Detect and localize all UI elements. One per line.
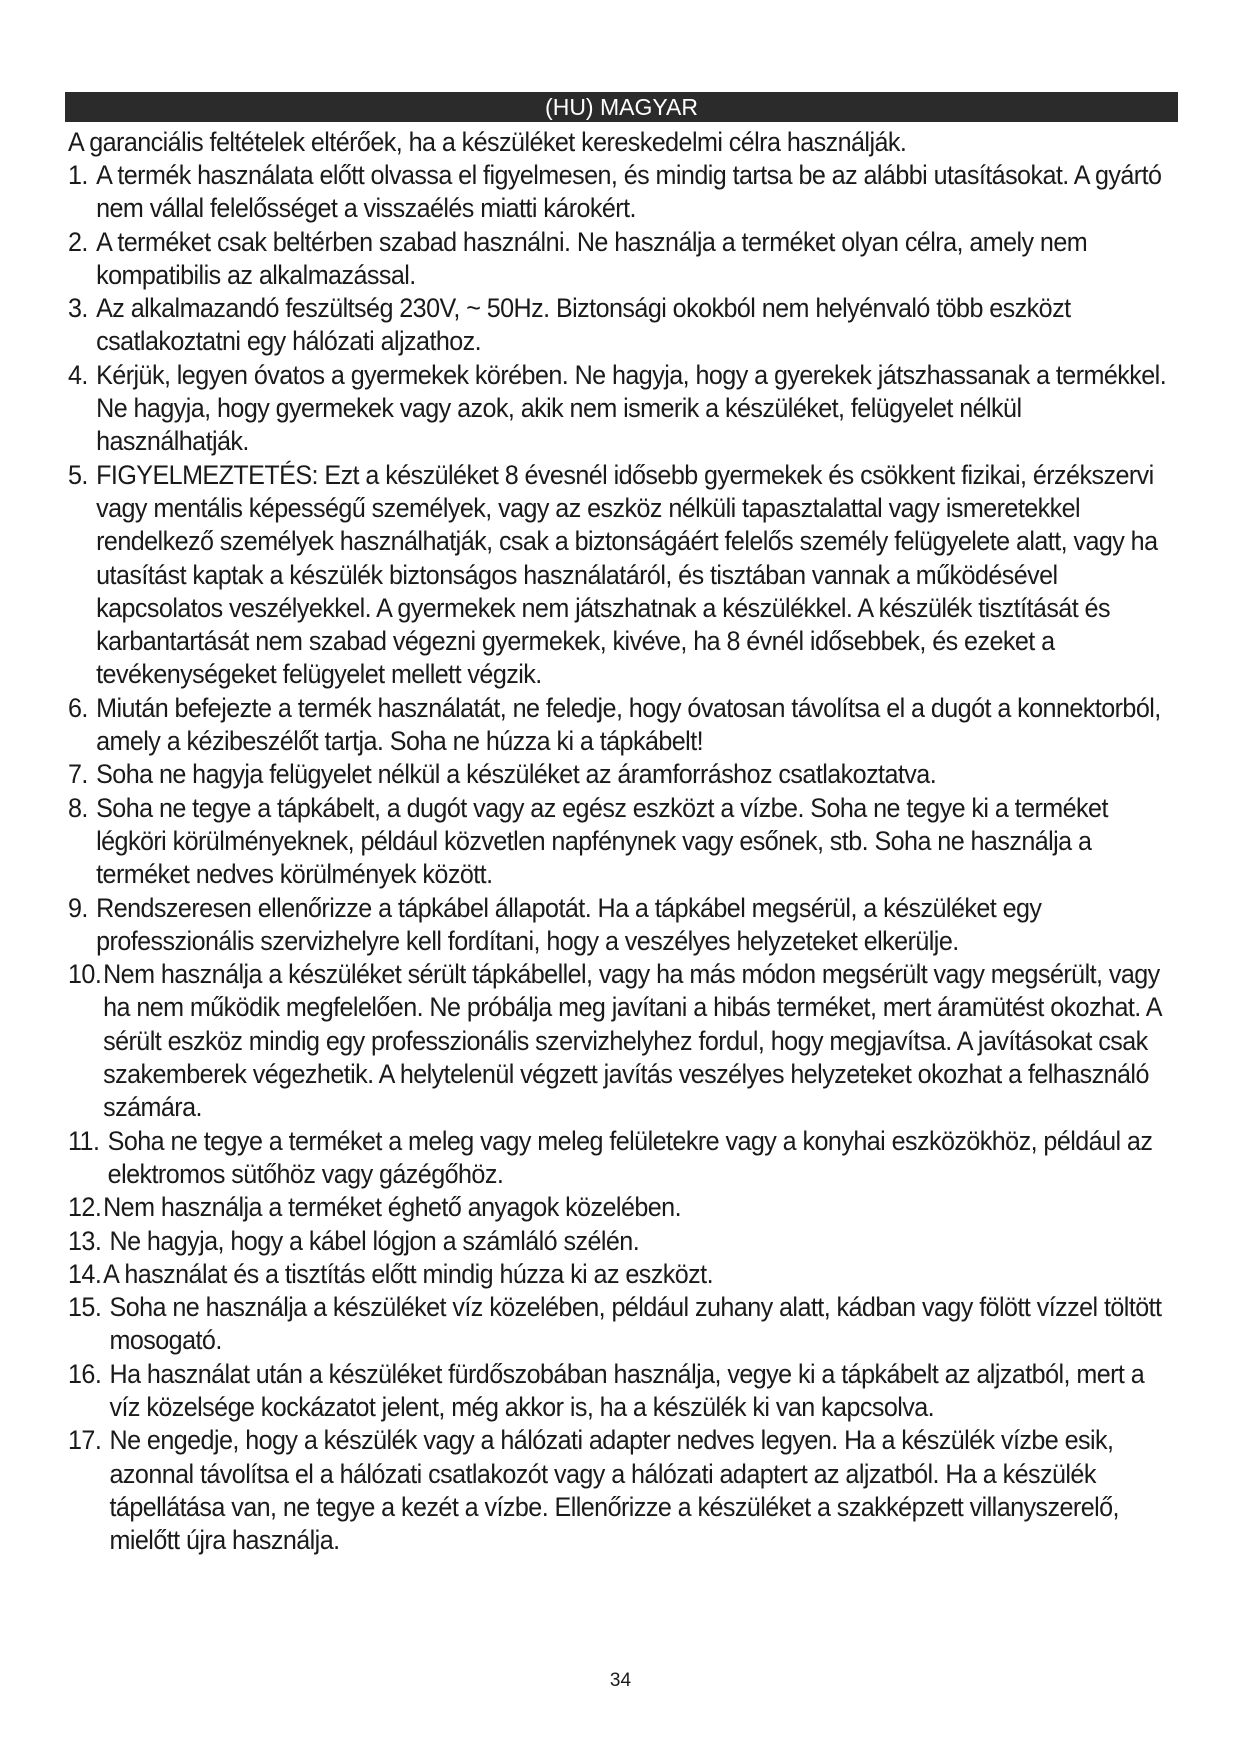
language-header: (HU) MAGYAR (65, 92, 1178, 122)
list-item (68, 1258, 1179, 1291)
list-item-number: 3. (68, 293, 95, 324)
list-item-number: 9. (68, 892, 95, 923)
list-item (68, 1125, 1179, 1192)
list-item-text: Ne engedje, hogy a készülék vagy a hálózati adapter nedves legyen. Ha a készülék vízbe esik, azonnal távolítsa el a hálózati csatlakozót vagy a hálózati adaptert az aljzatból. Ha a készülék tápellátása van, ne tegye a kezét a vízbe. Ellenőrizze a készüléket a szakképzett villanyszerelő, mielőtt újra használja. (109, 1425, 1119, 1556)
list-item-number: 13. (68, 1225, 108, 1256)
list-item-number: 17. (68, 1425, 108, 1456)
list-item-number: 16. (68, 1358, 108, 1389)
list-item (68, 1291, 1179, 1358)
list-item (68, 892, 1179, 959)
list-item-text: A termék használata előtt olvassa el figyelmesen, és mindig tartsa be az alábbi utasításokat. A gyártó nem vállal felelősséget a visszaélés miatti károkért. (96, 160, 1162, 224)
list-item-number: 1. (68, 160, 95, 190)
content (68, 126, 1180, 1557)
list-item (68, 459, 1179, 692)
list-item-number: 15. (68, 1292, 108, 1323)
list-item-number: 14. (68, 1258, 102, 1289)
list-item-text: Nem használja a terméket éghető anyagok közelében. (103, 1192, 682, 1223)
list-item-text: Nem használja a készüléket sérült tápkábellel, vagy ha más módon megsérült vagy megsérült, vagy ha nem működik megfelelően. Ne próbálja meg javítani a hibás terméket, mert áramütést okozhat. A sérült eszköz mindig egy professzionális szervizhelyhez fordul, hogy megjavítsa. A javításokat csak szakemberek végezhetik. A helytelenül végzett javítás veszélyes helyzeteket okozhat a felhasználó számára. (103, 959, 1161, 1123)
list-item (68, 792, 1179, 892)
list-item (68, 1424, 1179, 1557)
list-item-number: 12. (68, 1192, 102, 1223)
safety-instructions-list (68, 159, 1180, 1557)
list-item (68, 692, 1179, 759)
list-item-text: Az alkalmazandó feszültség 230V, ~ 50Hz. Biztonsági okokból nem helyénvaló több eszközt csatlakoztatni egy hálózati aljzathoz. (96, 293, 1071, 357)
list-item-number: 10. (68, 959, 102, 990)
list-item-number: 2. (68, 226, 95, 257)
list-item-text: A használat és a tisztítás előtt mindig húzza ki az eszközt. (103, 1258, 714, 1289)
intro-text: A garanciális feltételek eltérőek, ha a készüléket kereskedelmi célra használják. (68, 127, 907, 157)
list-item (68, 1225, 1179, 1258)
list-item (68, 226, 1179, 293)
list-item (68, 958, 1179, 1124)
list-item-text: Ha használat után a készüléket fürdőszobában használja, vegye ki a tápkábelt az aljzatból, mert a víz közelsége kockázatot jelent, még akkor is, ha a készülék ki van kapcsolva. (109, 1358, 1145, 1422)
list-item-number: 4. (68, 359, 95, 390)
list-item-text: Kérjük, legyen óvatos a gyermekek körében. Ne hagyja, hogy a gyerekek játszhassanak a termékkel. Ne hagyja, hogy gyermekek vagy azok, akik nem ismerik a készüléket, felügyelet nélkül használhatják. (96, 359, 1167, 457)
list-item (68, 1191, 1179, 1224)
list-item (68, 1358, 1179, 1425)
list-item-text: Soha ne használja a készüléket víz közelében, például zuhany alatt, kádban vagy fölött vízzel töltött mosogató. (109, 1292, 1162, 1356)
list-item-text: Ne hagyja, hogy a kábel lógjon a számláló szélén. (109, 1225, 640, 1256)
list-item-number: 7. (68, 759, 95, 790)
list-item-text: Soha ne hagyja felügyelet nélkül a készüléket az áramforráshoz csatlakoztatva. (96, 759, 937, 790)
list-item (68, 159, 1179, 226)
list-item-text: Miután befejezte a termék használatát, ne feledje, hogy óvatosan távolítsa el a dugót a konnektorból, amely a kézibeszélőt tartja. Soha ne húzza ki a tápkábelt! (96, 692, 1161, 757)
list-item-number: 11. (68, 1125, 106, 1156)
list-item-number: 6. (68, 692, 95, 723)
list-item-text: Soha ne tegye a tápkábelt, a dugót vagy az egész eszközt a vízbe. Soha ne tegye ki a terméket légköri körülményeknek, például közvetlen napfénynek vagy esőnek, stb. Soha ne használja a terméket nedves körülmények között. (96, 792, 1108, 890)
list-item (68, 758, 1179, 791)
list-item-number: 5. (68, 459, 95, 490)
list-item-text: Rendszeresen ellenőrizze a tápkábel állapotát. Ha a tápkábel megsérül, a készüléket egy professzionális szervizhelyre kell fordítani, hogy a veszélyes helyzeteket elkerülje. (96, 892, 1042, 956)
list-item (68, 292, 1179, 359)
list-item-text: FIGYELMEZTETÉS: Ezt a készüléket 8 évesnél idősebb gyermekek és csökkent fizikai, érzékszervi vagy mentális képességű személyek, vagy az eszköz nélküli tapasztalattal vagy ismeretekkel rendelkező személyek használhatják, csak a biztonságáért felelős személy felügyelete alatt, vagy ha utasítást kaptak a készülék biztonságos használatáról, és tisztában vannak a működésével kapcsolatos veszélyekkel. A gyermekek nem játszhatnak a készülékkel. A készülék tisztítását és karbantartását nem szabad végezni gyermekek, kivéve, ha 8 évnél idősebbek, és ezeket a tevékenységeket felügyelet mellett végzik. (96, 459, 1158, 690)
page-number: 34 (609, 1670, 632, 1691)
list-item-number: 8. (68, 792, 95, 823)
list-item (68, 359, 1179, 459)
list-item-text: A terméket csak beltérben szabad használni. Ne használja a terméket olyan célra, amely nem kompatibilis az alkalmazással. (96, 226, 1088, 290)
list-item-text: Soha ne tegye a terméket a meleg vagy meleg felületekre vagy a konyhai eszközökhöz, például az elektromos sütőhöz vagy gázégőhöz. (107, 1125, 1153, 1189)
